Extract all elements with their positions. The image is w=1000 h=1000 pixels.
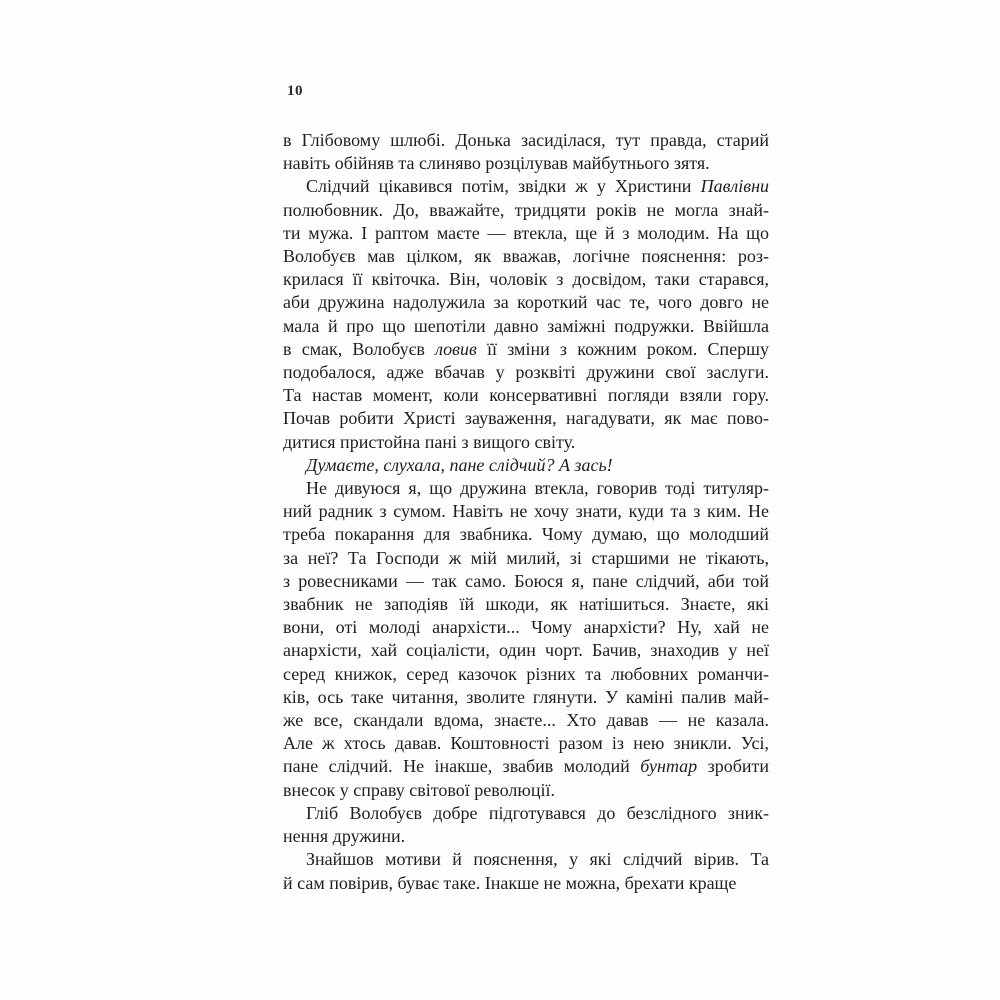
paragraph	[283, 848, 769, 894]
text-line: Не дивуюся я, що дружина втекла, говорив тоді титуляр-	[306, 478, 769, 499]
text-line: треба покарання для звабника. Чому думаю, що молодший	[283, 524, 769, 545]
text-line: ків, ось таке читання, зволите глянути. У каміні палив май-	[283, 686, 769, 707]
paragraph	[283, 129, 769, 175]
paragraph	[283, 477, 769, 802]
text-line: Та настав момент, коли консервативні погляди взяли гору.	[283, 385, 769, 406]
paragraph	[283, 802, 769, 848]
text-line: Знайшов мотиви й пояснення, у які слідчий вірив. Та	[306, 849, 769, 870]
text-line: внесок у справу світової революції.	[283, 779, 555, 800]
text-line: Гліб Волобуєв добре підготувався до безслідного зник-	[306, 802, 769, 823]
text-line: пане слідчий. Не інакше, звабив молодий бунтар зробити	[283, 756, 770, 777]
text-line: Думаєте, слухала, пане слідчий? А зась!	[306, 454, 613, 475]
text-line: нення дружини.	[283, 826, 406, 847]
text-line: навіть обійняв та слиняво розцілував майбутнього зятя.	[283, 153, 710, 174]
text-line: Почав робити Христі зауваження, нагадувати, як має пово-	[283, 408, 769, 429]
text-line: ний радник з сумом. Навіть не хочу знати, куди та з ким. Не	[283, 501, 769, 522]
text-line: подобалося, адже вбачав у розквіті дружини свої заслуги.	[283, 362, 769, 383]
text-line: за неї? Та Господи ж мій милий, зі старшими не тікають,	[283, 547, 769, 568]
text-line: дитися пристойна пані з вищого світу.	[283, 431, 576, 452]
text-line: в Глібовому шлюбі. Донька засиділася, тут правда, старий	[283, 130, 769, 150]
text-line: Волобуєв мав цілком, як вважав, логічне пояснення: роз-	[283, 246, 769, 267]
text-line: серед книжок, серед казочок різних та любовних романчи-	[283, 663, 769, 684]
page-number: 10	[287, 83, 303, 99]
text-line: в смак, Волобуєв ловив її зміни з кожним роком. Спершу	[283, 338, 769, 359]
paragraph	[283, 175, 769, 453]
text-line: Але ж хтось давав. Коштовності разом із нею зникли. Усі,	[283, 733, 769, 754]
text-line: ти мужа. І раптом маєте — втекла, ще й з молодим. На що	[283, 222, 769, 243]
text-line: же все, скандали вдома, знаєте... Хто давав — не казала.	[283, 710, 769, 731]
text-line: крилася її квіточка. Він, чоловік з досвідом, таки старався,	[283, 269, 769, 290]
paragraph	[283, 454, 769, 477]
text-line: звабник не заподіяв їй шкоди, як натішиться. Знаєте, які	[283, 594, 769, 615]
text-line: з ровесниками — так само. Боюся я, пане слідчий, аби той	[283, 570, 769, 591]
text-line: Слідчий цікавився потім, звідки ж у Христини Павлівни	[306, 176, 769, 197]
text-line: мала й про що шепотіли давно заміжні подружки. Ввійшла	[283, 315, 769, 336]
text-block	[283, 129, 769, 895]
text-line: аби дружина надолужила за короткий час те, чого довго не	[283, 292, 769, 313]
text-line: й сам повірив, буває таке. Інакше не можна, брехати краще	[283, 872, 737, 893]
text-line: анархісти, хай соціалісти, один чорт. Бачив, знаходив у неї	[283, 640, 769, 661]
text-line: полюбовник. До, вважайте, тридцяти років не могла знай-	[283, 199, 769, 220]
text-line: вони, оті молоді анархісти... Чому анархісти? Ну, хай не	[283, 617, 769, 638]
